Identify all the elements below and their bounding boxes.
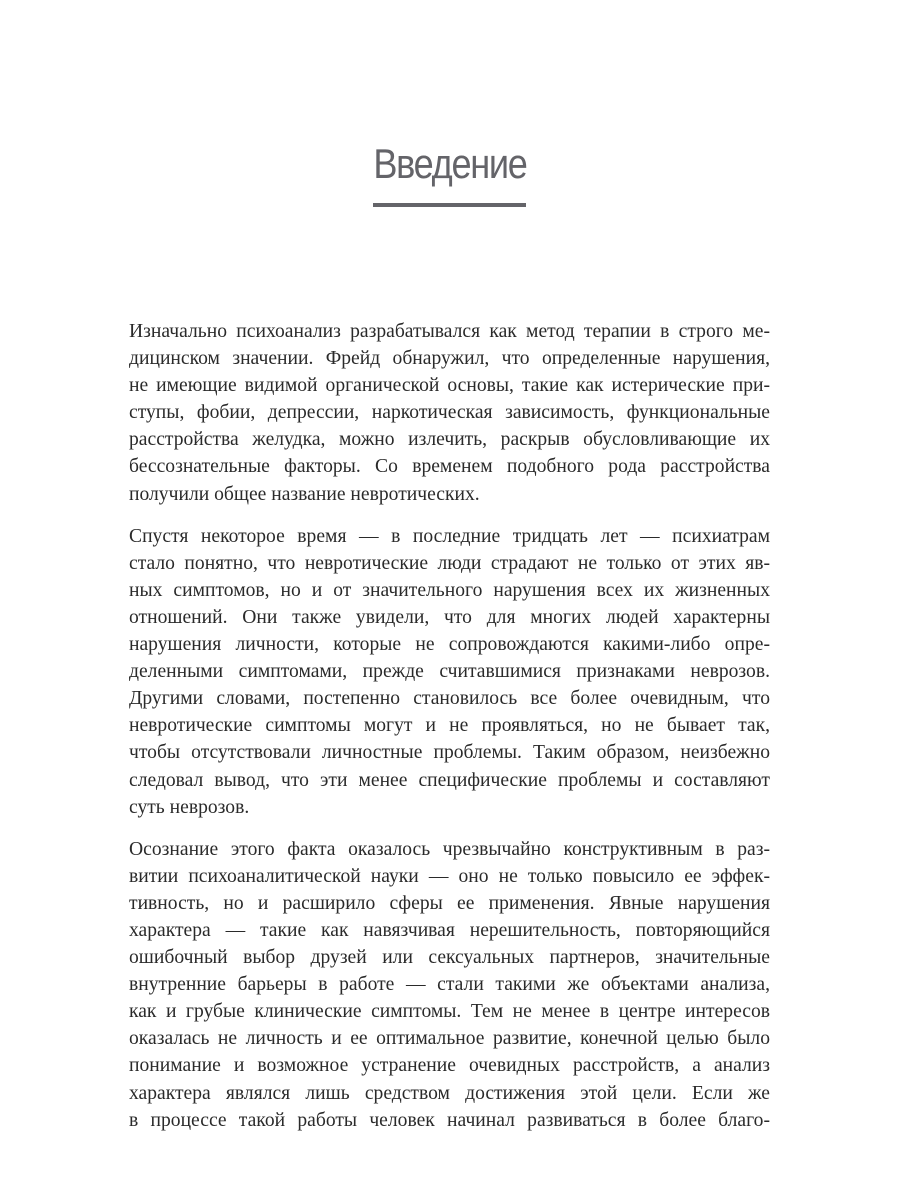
text-line: Другими словами, постепенно становилось все более очевидным, что bbox=[129, 688, 770, 710]
text-line: Осознание этого факта оказалось чрезвычайно конструктивным в раз- bbox=[129, 838, 770, 860]
paragraph bbox=[129, 318, 770, 508]
text-line: получили общее название невротических. bbox=[129, 483, 480, 505]
text-line: нарушения личности, которые не сопровождаются какими-либо опре- bbox=[129, 634, 770, 656]
text-line: бессознательные факторы. Со временем подобного рода расстройства bbox=[129, 456, 770, 478]
chapter-title: Введение bbox=[373, 140, 527, 187]
text-line: расстройства желудка, можно излечить, раскрыв обусловливающие их bbox=[129, 429, 770, 451]
text-line: в процессе такой работы человек начинал развиваться в более благо- bbox=[129, 1109, 770, 1131]
text-line: понимание и возможное устранение очевидных расстройств, а анализ bbox=[129, 1055, 770, 1077]
text-line: оказалась не личность и ее оптимальное развитие, конечной целью было bbox=[129, 1028, 770, 1050]
text-line: тивность, но и расширило сферы ее применения. Явные нарушения bbox=[129, 892, 770, 914]
text-line: следовал вывод, что эти менее специфические проблемы и составляют bbox=[129, 769, 770, 791]
text-line: суть неврозов. bbox=[129, 796, 250, 818]
text-line: характера являлся лишь средством достижения этой цели. Если же bbox=[129, 1082, 770, 1104]
text-line: ошибочный выбор друзей или сексуальных партнеров, значительные bbox=[129, 947, 770, 969]
title-underline bbox=[373, 203, 526, 207]
body-text bbox=[129, 318, 770, 1149]
text-line: невротические симптомы могут и не проявляться, но не бывает так, bbox=[129, 715, 770, 737]
paragraph bbox=[129, 836, 770, 1134]
text-line: не имеющие видимой органической основы, такие как истерические при- bbox=[129, 375, 770, 397]
text-line: ных симптомов, но и от значительного нарушения всех их жизненных bbox=[129, 579, 770, 601]
text-line: дицинском значении. Фрейд обнаружил, что определенные нарушения, bbox=[129, 348, 770, 370]
text-line: стало понятно, что невротические люди страдают не только от этих яв- bbox=[129, 552, 770, 574]
text-line: Спустя некоторое время — в последние тридцать лет — психиатрам bbox=[129, 525, 770, 547]
text-line: внутренние барьеры в работе — стали такими же объектами анализа, bbox=[129, 974, 770, 996]
text-line: витии психоаналитической науки — оно не только повысило ее эффек- bbox=[129, 865, 770, 887]
text-line: чтобы отсутствовали личностные проблемы. Таким образом, неизбежно bbox=[129, 742, 770, 764]
text-line: ступы, фобии, депрессии, наркотическая зависимость, функциональные bbox=[129, 402, 770, 424]
text-line: характера — такие как навязчивая нерешительность, повторяющийся bbox=[129, 919, 770, 941]
paragraph bbox=[129, 523, 770, 821]
text-line: деленными симптомами, прежде считавшимися признаками неврозов. bbox=[129, 661, 770, 683]
text-line: как и грубые клинические симптомы. Тем не менее в центре интересов bbox=[129, 1001, 770, 1023]
text-line: Изначально психоанализ разрабатывался как метод терапии в строго ме- bbox=[129, 321, 770, 342]
text-line: отношений. Они также увидели, что для многих людей характерны bbox=[129, 606, 770, 628]
